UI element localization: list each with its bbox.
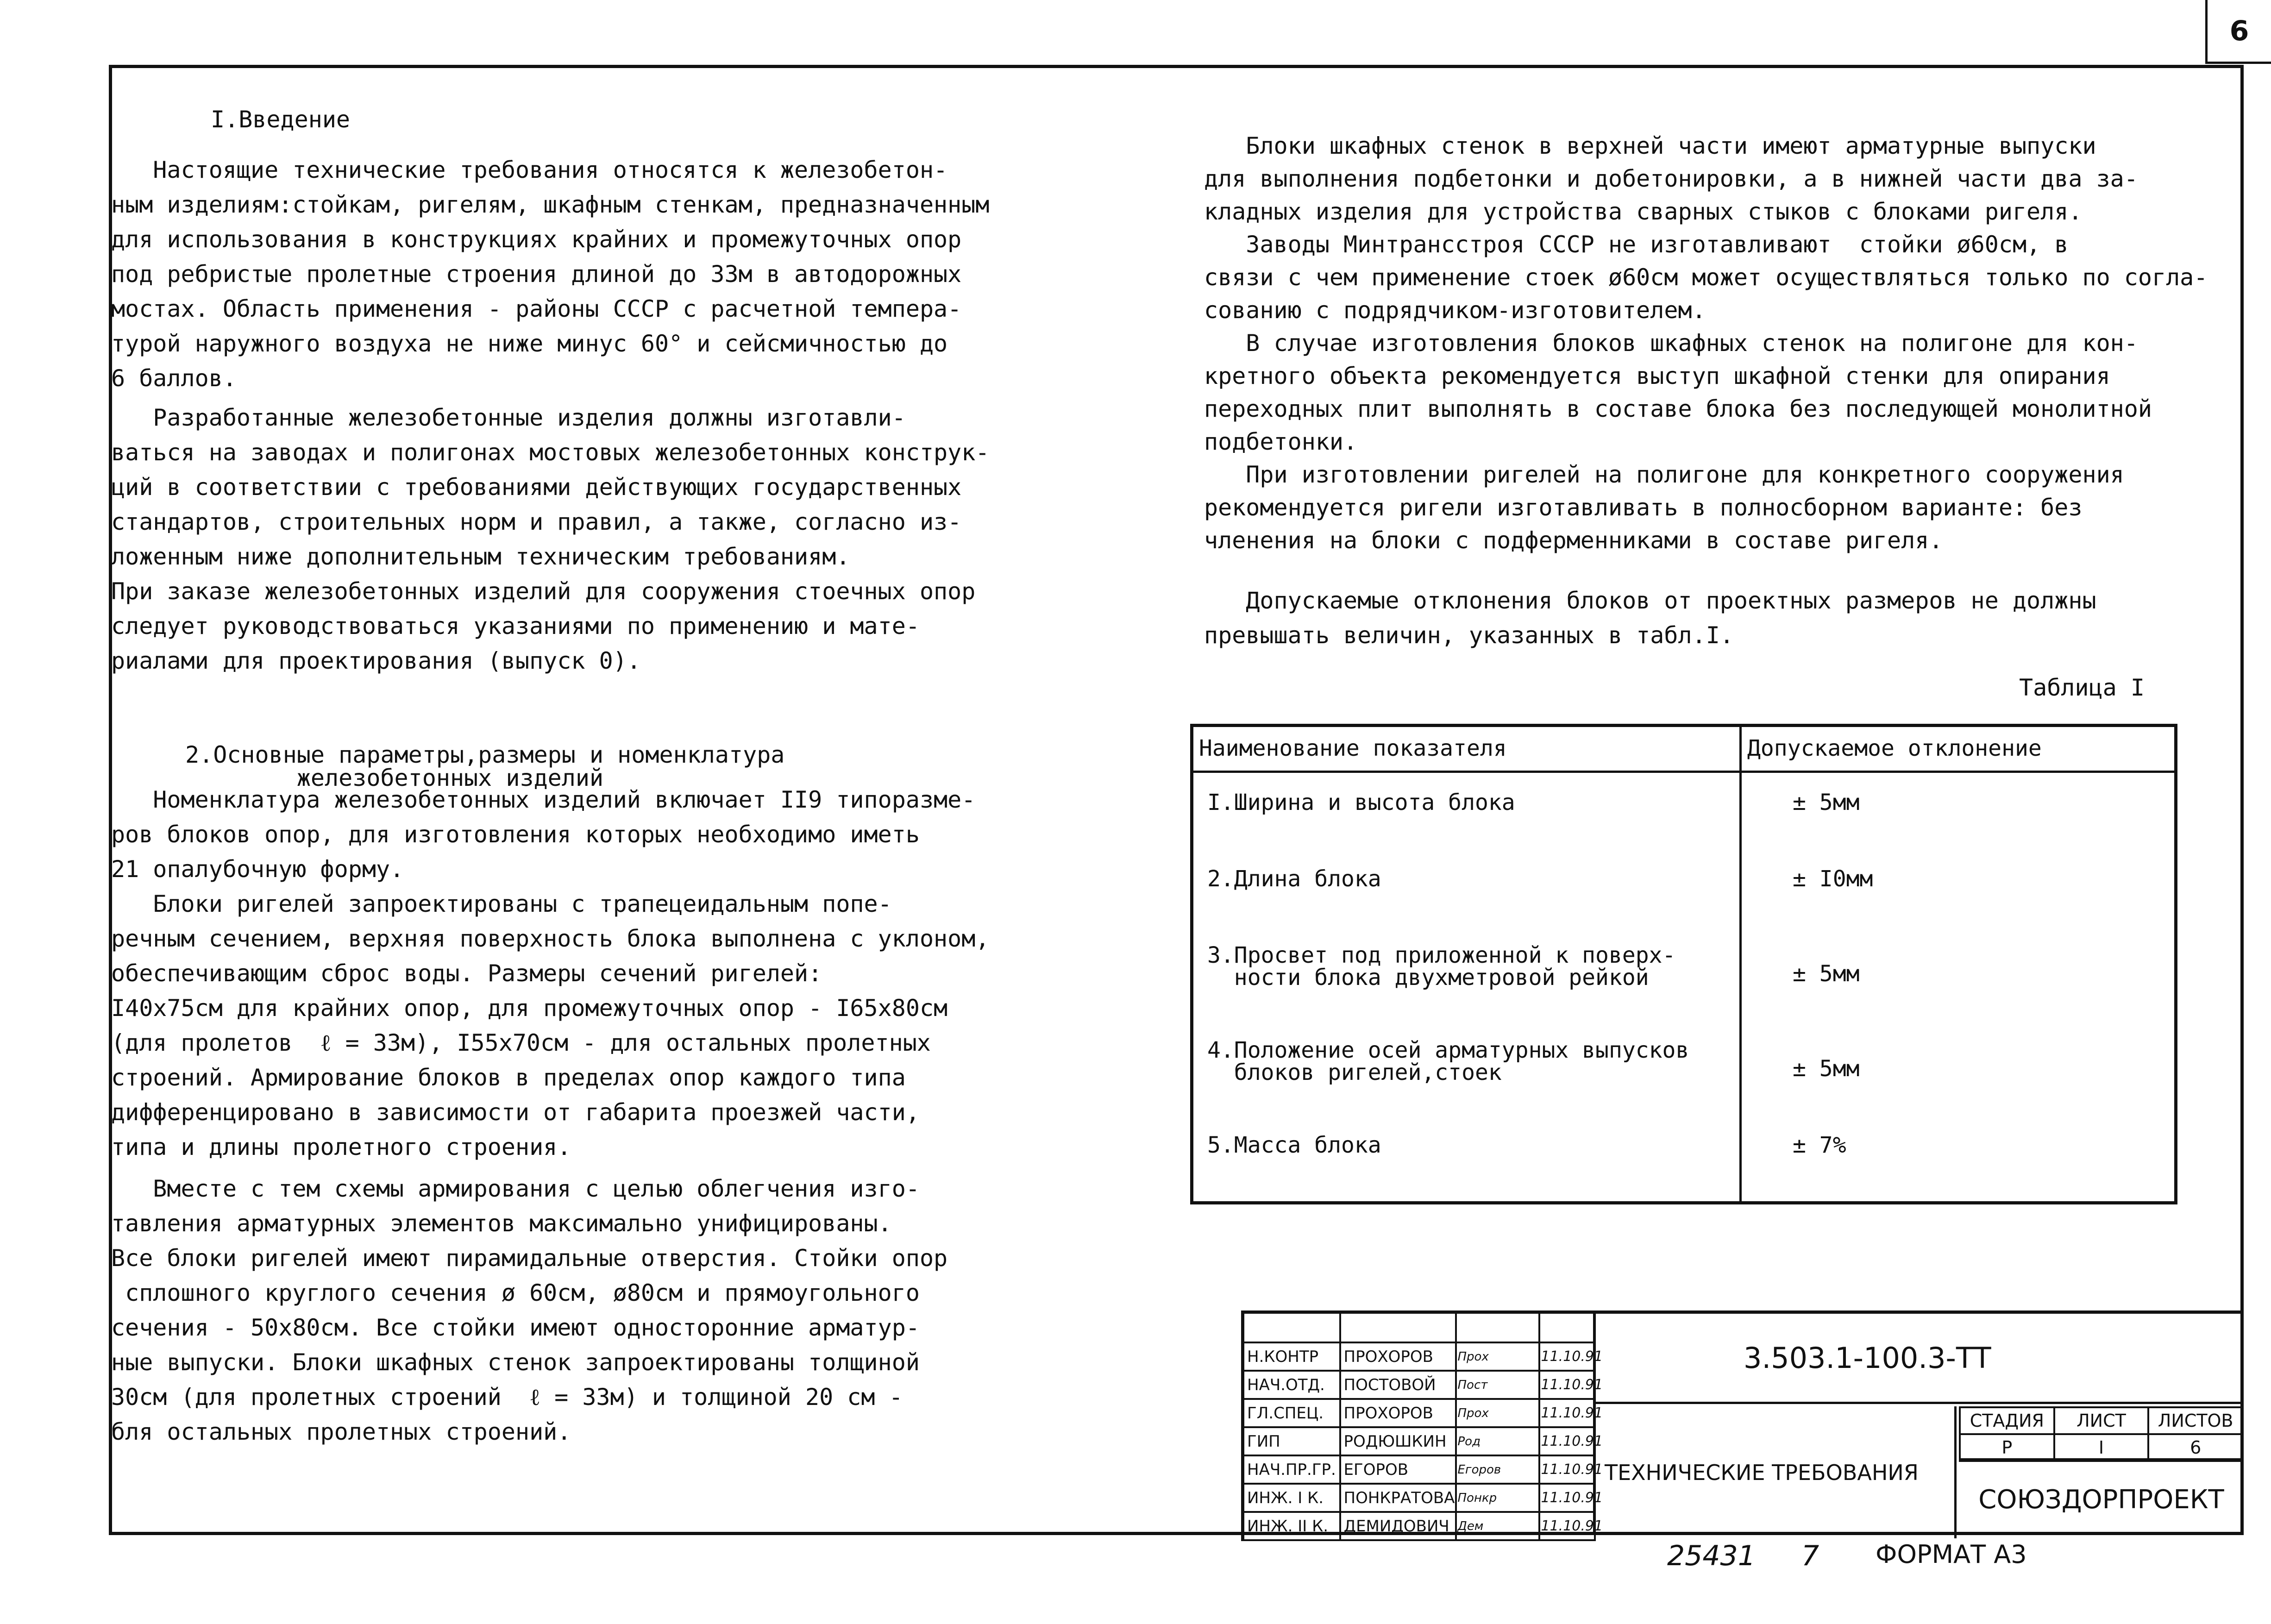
format-label: ФОРМАТ А3	[1876, 1540, 2027, 1569]
right-paragraphs: Блоки шкафных стенок в верхней части имеют арматурные выпуски для выполнения подбетонки и добетонировки, а в нижней части два за- кладных изделия для устройства сварных стыков с блоками ригеля. Заводы Минтрансстроя СССР не изготавливают стойки ø60см, в связи с чем применение стоек ø60см может осуществляться только по согла- сованию с подрядчиком-изготовителем. В случае изготовления блоков шкафных стенок на полигоне для кон- кретного объекта рекомендуется выступ шкафной стенки для опирания переходных плит выполнять в составе блока без последующей монолитной подбетонки. При изготовлении ригелей на полигоне для конкретного сооружения рекомендуется ригели изготавливать в полносборном варианте: без членения на блоки с подферменниками в составе ригеля.	[1204, 132, 2208, 554]
title-block	[1241, 1310, 2244, 1535]
table-row	[1192, 1030, 2176, 1125]
row-name: I.Ширина и высота блока	[1192, 772, 1741, 859]
section1-paragraph-1: Настоящие технические требования относятся к железобетон- ным изделиям:стойкам, ригелям, шкафным стенкам, предназначенным для использования в конструкциях крайних и промежуточных опор под ребристые пролетные строения длиной до 33м в автодорожных мостах. Область применения - районы СССР с расчетной темпера- турой наружного воздуха не ниже минус 60° и сейсмичностью до 6 баллов.	[111, 157, 990, 392]
signature-mark: Пост	[1456, 1371, 1539, 1399]
signature-date: 11.10.91	[1539, 1399, 1595, 1427]
stage-header: СТАДИЯ	[1960, 1407, 2054, 1434]
row-name: 4.Положение осей арматурных выпусков блоков ригелей,стоек	[1192, 1030, 1741, 1125]
sheet-value: I	[2054, 1434, 2149, 1461]
signature-mark: Егоров	[1456, 1455, 1539, 1484]
row-value: ± I0мм	[1741, 859, 2176, 935]
signature-mark: Прох	[1456, 1399, 1539, 1427]
signature-role: Н.КОНТР	[1243, 1342, 1340, 1371]
signature-role: ГЛ.СПЕЦ.	[1243, 1399, 1340, 1427]
signature-mark: Прох	[1456, 1342, 1539, 1371]
signature-row	[1243, 1427, 1595, 1455]
signature-date: 11.10.91	[1539, 1455, 1595, 1484]
section2-paragraph-1: Номенклатура железобетонных изделий включает II9 типоразме- ров блоков опор, для изготовления которых необходимо иметь 21 опалубочную форму.	[111, 786, 976, 883]
signature-role: НАЧ.ОТД.	[1243, 1371, 1340, 1399]
signature-row	[1243, 1484, 1595, 1512]
signature-name: РОДЮШКИН	[1340, 1427, 1456, 1455]
signature-row	[1243, 1512, 1595, 1540]
table-row	[1192, 859, 2176, 935]
row-value: ± 5мм	[1741, 935, 2176, 1030]
signature-date: 11.10.91	[1539, 1342, 1595, 1371]
column-header-name: Наименование показателя	[1192, 726, 1741, 772]
stage-value: Р	[1960, 1434, 2054, 1461]
sheet-header: ЛИСТ	[2054, 1407, 2149, 1434]
stage-table	[1959, 1406, 2244, 1462]
sheet-number: 6	[2205, 0, 2271, 64]
signature-name: ЕГОРОВ	[1340, 1455, 1456, 1484]
signature-mark: Дем	[1456, 1512, 1539, 1540]
signature-row	[1243, 1342, 1595, 1371]
signature-mark: Понкр	[1456, 1484, 1539, 1512]
section2-paragraph-2: Блоки ригелей запроектированы с трапецеидальным попе- речным сечением, верхняя поверхность блока выполнена с уклоном, обеспечивающим сброс воды. Размеры сечений ригелей: I40x75см для крайних опор, для промежуточных опор - I65x80см (для пролетов ℓ = 33м), I55x70см - для остальных пролетных строений. Армирование блоков в пределах опор каждого типа дифференцировано в зависимости от габарита проезжей части, типа и длины пролетного строения.	[111, 890, 990, 1160]
sheets-header: ЛИСТОВ	[2148, 1407, 2243, 1434]
tolerance-intro: Допускаемые отклонения блоков от проектных размеров не должны превышать величин, указанных в табл.I.	[1204, 587, 2096, 649]
section2-heading: 2.Основные параметры,размеры и номенклатура железобетонных изделий	[185, 741, 785, 791]
signature-row	[1243, 1455, 1595, 1484]
sheets-value: 6	[2148, 1434, 2243, 1461]
signature-name: ПОСТОВОЙ	[1340, 1371, 1456, 1399]
signature-table	[1241, 1310, 1603, 1541]
row-value: ± 5мм	[1741, 1030, 2176, 1125]
signature-name: ПРОХОРОВ	[1340, 1342, 1456, 1371]
signature-role: ИНЖ. I К.	[1243, 1484, 1340, 1512]
table-caption: Таблица I	[2019, 674, 2145, 701]
document-title: ТЕХНИЧЕСКИЕ ТРЕБОВАНИЯ	[1595, 1406, 1957, 1538]
row-value: ± 7%	[1741, 1125, 2176, 1203]
organization: СОЮЗДОРПРОЕКТ	[1959, 1458, 2244, 1538]
signature-mark: Род	[1456, 1427, 1539, 1455]
signature-role: ИНЖ. II К.	[1243, 1512, 1340, 1540]
document-code: 3.503.1-100.3-ТТ	[1595, 1314, 2244, 1404]
signature-name: ПРОХОРОВ	[1340, 1399, 1456, 1427]
signature-role: НАЧ.ПР.ГР.	[1243, 1455, 1340, 1484]
signature-date: 11.10.91	[1539, 1484, 1595, 1512]
signature-date: 11.10.91	[1539, 1512, 1595, 1540]
table-row	[1192, 935, 2176, 1030]
copy-number: 7	[1801, 1540, 1819, 1572]
inventory-number: 25431	[1667, 1540, 1756, 1572]
section2-paragraph-3: Вместе с тем схемы армирования с целью облегчения изго- тавления арматурных элементов максимально унифицированы. Все блоки ригелей имеют пирамидальные отверстия. Стойки опор сплошного круглого сечения ø 60см, ø80см и прямоугольного сечения - 50x80см. Все стойки имеют односторонние арматур- ные выпуски. Блоки шкафных стенок запроектированы толщиной 30см (для пролетных строений ℓ = 33м) и толщиной 20 см - бля остальных пролетных строений.	[111, 1175, 948, 1445]
row-value: ± 5мм	[1741, 772, 2176, 859]
section1-heading: I.Введение	[211, 106, 351, 133]
signature-row	[1243, 1399, 1595, 1427]
tolerance-table	[1190, 724, 2177, 1204]
title-block-main	[1593, 1310, 2244, 1535]
signature-name: ПОНКРАТОВА	[1340, 1484, 1456, 1512]
section1-paragraph-2: Разработанные железобетонные изделия должны изготавли- ваться на заводах и полигонах мостовых железобетонных конструк- ций в соответствии с требованиями действующих государственных стандартов, строительных норм и правил, а также, согласно из- ложенным ниже дополнительным техническим требованиям. При заказе железобетонных изделий для сооружения стоечных опор следует руководствоваться указаниями по применению и мате- риалами для проектирования (выпуск 0).	[111, 404, 990, 674]
table-row	[1192, 772, 2176, 859]
row-name: 2.Длина блока	[1192, 859, 1741, 935]
signature-role: ГИП	[1243, 1427, 1340, 1455]
signature-row	[1243, 1371, 1595, 1399]
table-row	[1192, 1125, 2176, 1203]
signature-name: ДЕМИДОВИЧ	[1340, 1512, 1456, 1540]
column-header-tolerance: Допускаемое отклонение	[1741, 726, 2176, 772]
signature-date: 11.10.91	[1539, 1427, 1595, 1455]
signature-date: 11.10.91	[1539, 1371, 1595, 1399]
row-name: 3.Просвет под приложенной к поверх- ности блока двухметровой рейкой	[1192, 935, 1741, 1030]
row-name: 5.Масса блока	[1192, 1125, 1741, 1203]
